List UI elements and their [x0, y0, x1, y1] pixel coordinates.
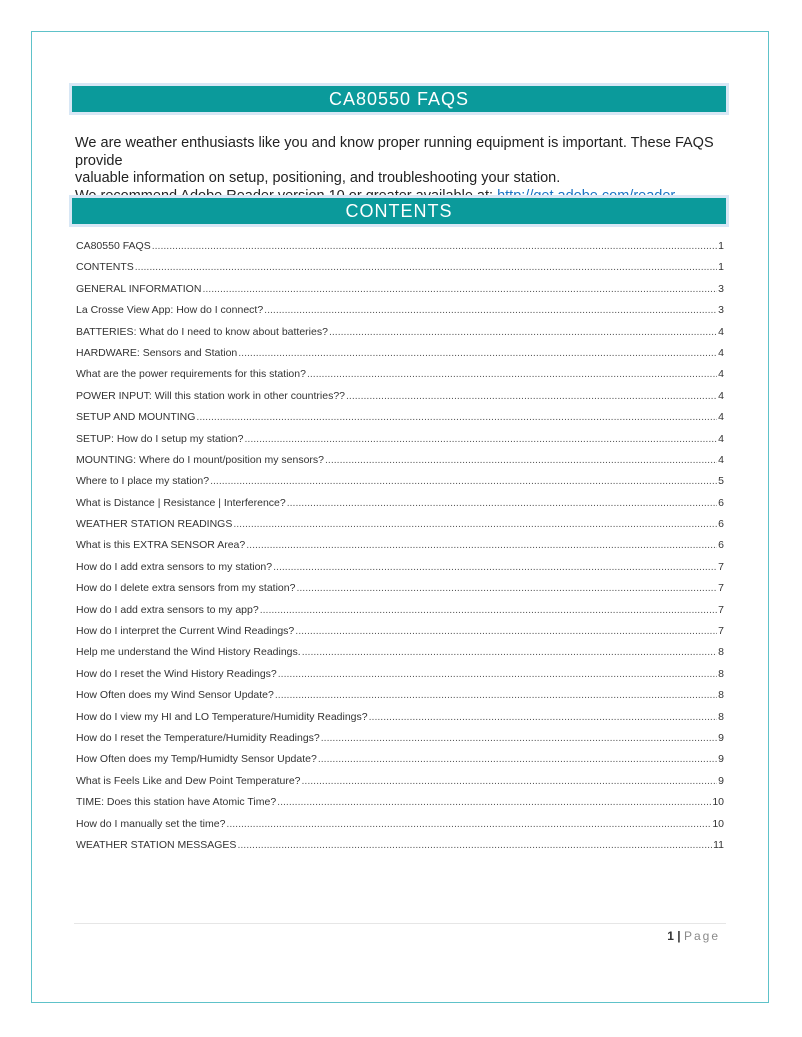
page-footer — [600, 929, 720, 943]
toc-entry-title: How do I add extra sensors to my station? — [76, 560, 273, 573]
toc-entry[interactable] — [76, 771, 724, 792]
toc-entry[interactable] — [76, 514, 724, 535]
toc-leader-dots — [196, 407, 717, 428]
toc-entry-title: How do I reset the Wind History Readings? — [76, 667, 277, 680]
toc-entry-title: How do I manually set the time? — [76, 817, 226, 830]
toc-entry-title: How do I reset the Temperature/Humidity Readings? — [76, 731, 320, 744]
toc-entry-page: 7 — [718, 582, 724, 595]
toc-entry[interactable] — [76, 450, 724, 471]
toc-leader-dots — [152, 236, 717, 257]
toc-entry[interactable] — [76, 707, 724, 728]
toc-entry[interactable] — [76, 407, 724, 428]
toc-leader-dots — [226, 814, 711, 835]
toc-entry-page: 9 — [718, 731, 724, 744]
toc-entry[interactable] — [76, 471, 724, 492]
toc-entry[interactable] — [76, 279, 724, 300]
toc-entry[interactable] — [76, 557, 724, 578]
toc-leader-dots — [325, 450, 717, 471]
toc-entry-title: How do I add extra sensors to my app? — [76, 603, 259, 616]
toc-entry-page: 3 — [718, 304, 724, 317]
footer-separator: | — [677, 929, 681, 943]
toc-entry[interactable] — [76, 685, 724, 706]
contents-heading: CONTENTS — [345, 201, 453, 221]
footer-rule — [74, 923, 726, 924]
toc-entry[interactable] — [76, 642, 724, 663]
toc-leader-dots — [296, 578, 717, 599]
toc-entry-page: 5 — [718, 475, 724, 488]
toc-entry-page: 8 — [718, 689, 724, 702]
toc-entry-page: 6 — [718, 518, 724, 531]
toc-entry-title: How Often does my Wind Sensor Update? — [76, 689, 274, 702]
toc-entry-title: How Often does my Temp/Humidty Sensor Update? — [76, 753, 317, 766]
toc-entry[interactable] — [76, 835, 724, 856]
toc-entry-title: BATTERIES: What do I need to know about batteries? — [76, 325, 328, 338]
toc-entry[interactable] — [76, 792, 724, 813]
toc-entry-page: 11 — [713, 838, 724, 851]
toc-entry[interactable] — [76, 493, 724, 514]
toc-entry[interactable] — [76, 236, 724, 257]
toc-entry-page: 1 — [718, 261, 724, 274]
toc-entry-title: What is Distance | Resistance | Interference? — [76, 496, 286, 509]
toc-leader-dots — [321, 728, 717, 749]
toc-entry-title: What is this EXTRA SENSOR Area? — [76, 539, 246, 552]
toc-entry-title: How do I interpret the Current Wind Readings? — [76, 625, 295, 638]
toc-leader-dots — [346, 386, 717, 407]
toc-leader-dots — [318, 749, 717, 770]
toc-entry-title: GENERAL INFORMATION — [76, 282, 202, 295]
toc-entry[interactable] — [76, 621, 724, 642]
toc-leader-dots — [287, 493, 717, 514]
document-title: CA80550 FAQS — [328, 89, 470, 109]
toc-entry-page: 3 — [718, 282, 724, 295]
toc-entry-title: CA80550 FAQS — [76, 240, 151, 252]
toc-entry[interactable] — [76, 386, 724, 407]
toc-entry-page: 10 — [712, 796, 724, 809]
toc-entry-title: How do I delete extra sensors from my station? — [76, 582, 296, 595]
toc-entry-page: 7 — [718, 603, 724, 616]
toc-entry-page: 4 — [718, 453, 724, 466]
toc-leader-dots — [369, 707, 718, 728]
toc-entry[interactable] — [76, 578, 724, 599]
toc-entry[interactable] — [76, 600, 724, 621]
toc-leader-dots — [264, 300, 717, 321]
toc-entry-page: 4 — [718, 325, 724, 338]
toc-entry[interactable] — [76, 429, 724, 450]
toc-leader-dots — [295, 621, 717, 642]
toc-entry-title: What is Feels Like and Dew Point Temperature? — [76, 774, 301, 787]
toc-entry-page: 9 — [718, 774, 724, 787]
toc-entry-page: 4 — [718, 411, 724, 424]
toc-entry-page: 4 — [718, 346, 724, 359]
toc-entry[interactable] — [76, 300, 724, 321]
toc-leader-dots — [246, 535, 717, 556]
toc-leader-dots — [210, 471, 717, 492]
toc-entry[interactable] — [76, 364, 724, 385]
footer-page-word: Page — [683, 929, 720, 943]
toc-entry-title: POWER INPUT: Will this station work in other countries?? — [76, 389, 346, 402]
toc-entry-page: 6 — [718, 496, 724, 509]
toc-leader-dots — [275, 685, 717, 706]
toc-entry-page: 4 — [718, 432, 724, 445]
toc-leader-dots — [302, 642, 717, 663]
toc-leader-dots — [307, 364, 717, 385]
toc-leader-dots — [277, 792, 711, 813]
toc-entry[interactable] — [76, 664, 724, 685]
toc-leader-dots — [260, 600, 717, 621]
toc-leader-dots — [238, 343, 717, 364]
toc-entry-page: 9 — [718, 753, 724, 766]
intro-line-2: valuable information on setup, positioning, and troubleshooting your station. — [75, 170, 561, 186]
toc-entry-title: How do I view my HI and LO Temperature/Humidity Readings? — [76, 710, 368, 723]
toc-entry-page: 7 — [718, 625, 724, 638]
toc-entry-page: 6 — [718, 539, 724, 552]
toc-leader-dots — [237, 835, 712, 856]
toc-entry-title: SETUP AND MOUNTING — [76, 411, 196, 424]
toc-entry-title: La Crosse View App: How do I connect? — [76, 304, 264, 317]
document-title-banner — [69, 83, 729, 115]
toc-entry-title: WEATHER STATION MESSAGES — [76, 838, 237, 851]
toc-entry-page: 1 — [718, 240, 724, 252]
toc-leader-dots — [329, 322, 717, 343]
toc-entry-title: MOUNTING: Where do I mount/position my sensors? — [76, 453, 324, 466]
toc-entry[interactable] — [76, 728, 724, 749]
contents-heading-banner — [69, 195, 729, 227]
toc-entry-page: 4 — [718, 368, 724, 381]
intro-line-1: We are weather enthusiasts like you and know proper running equipment is important. These FAQS provide — [75, 135, 714, 169]
toc-entry[interactable] — [76, 343, 724, 364]
toc-entry-page: 8 — [718, 646, 724, 659]
toc-leader-dots — [302, 771, 718, 792]
toc-entry-title: Where to I place my station? — [76, 475, 210, 488]
toc-entry-title: What are the power requirements for this station? — [76, 368, 306, 381]
toc-entry-title: HARDWARE: Sensors and Station — [76, 346, 238, 359]
toc-entry[interactable] — [76, 814, 724, 835]
toc-leader-dots — [202, 279, 717, 300]
toc-entry[interactable] — [76, 322, 724, 343]
toc-entry[interactable] — [76, 257, 724, 278]
toc-leader-dots — [233, 514, 717, 535]
toc-leader-dots — [273, 557, 717, 578]
toc-entry-page: 4 — [718, 389, 724, 402]
footer-page-number: 1 — [667, 929, 674, 943]
toc-entry-title: WEATHER STATION READINGS — [76, 518, 233, 531]
table-of-contents — [76, 236, 724, 856]
toc-entry-page: 7 — [718, 560, 724, 573]
toc-entry-title: CONTENTS — [76, 261, 134, 274]
toc-entry[interactable] — [76, 535, 724, 556]
toc-entry[interactable] — [76, 749, 724, 770]
toc-entry-page: 8 — [718, 710, 724, 723]
toc-entry-title: TIME: Does this station have Atomic Time? — [76, 796, 277, 809]
toc-entry-page: 8 — [718, 667, 724, 680]
toc-leader-dots — [245, 429, 718, 450]
toc-leader-dots — [135, 257, 717, 278]
toc-entry-title: Help me understand the Wind History Readings. — [76, 646, 301, 659]
toc-leader-dots — [278, 664, 717, 685]
toc-entry-page: 10 — [712, 817, 724, 830]
toc-entry-title: SETUP: How do I setup my station? — [76, 432, 244, 445]
